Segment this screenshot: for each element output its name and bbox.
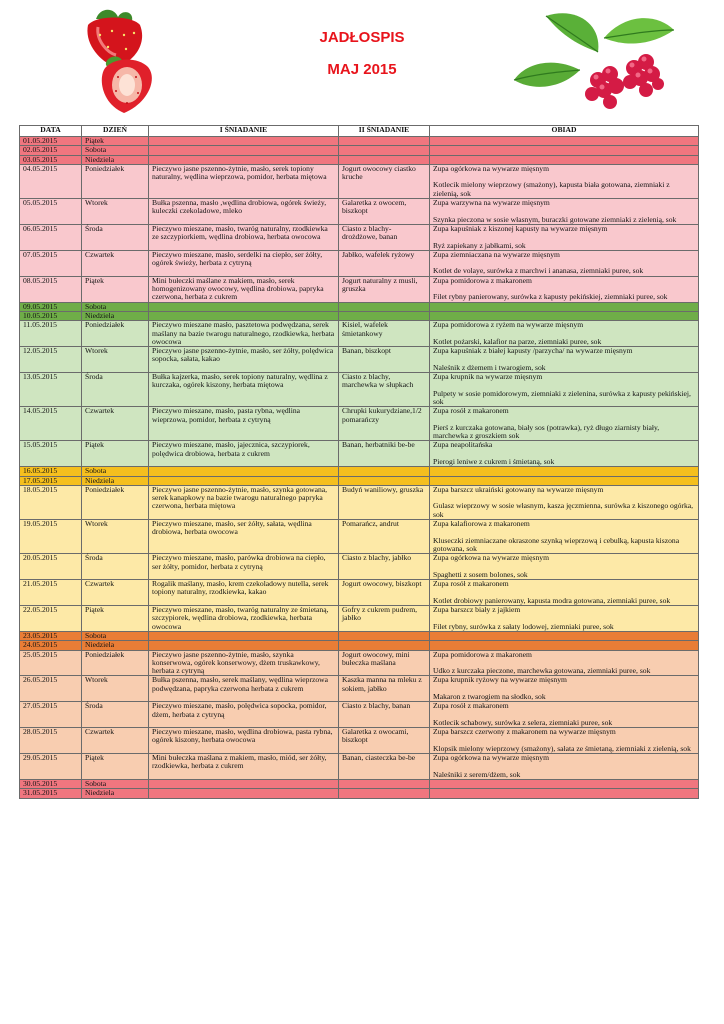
- breakfast-1-cell: [149, 641, 339, 650]
- table-row: [20, 485, 699, 519]
- table-row: [20, 467, 699, 476]
- breakfast-2-cell: [339, 137, 430, 146]
- table-row: [20, 373, 699, 407]
- table-row: [20, 164, 699, 198]
- column-header-breakfast-1: I ŚNIADANIE: [149, 126, 339, 137]
- breakfast-1-cell: Pieczywo mieszane, masło, ser żółty, sałata, wędlina drobiowa, herbata owocowa: [149, 520, 339, 554]
- day-cell: Środa: [82, 373, 149, 407]
- breakfast-2-cell: Ciasto z blachy, jabłko: [339, 554, 430, 580]
- date-cell: 03.05.2015: [20, 155, 82, 164]
- breakfast-2-cell: Pomarańcz, andrut: [339, 520, 430, 554]
- table-row: [20, 224, 699, 250]
- breakfast-1-cell: [149, 467, 339, 476]
- breakfast-2-cell: Jogurt owocowy ciastko kruche: [339, 164, 430, 198]
- lunch-soup: Zupa barszcz ukraiński gotowany na wywarze mięsnym: [433, 484, 604, 494]
- table-row: [20, 146, 699, 155]
- lunch-soup: Zupa kalafiorowa z makaronem: [433, 519, 530, 529]
- lunch-cell: [430, 631, 699, 640]
- table-row: [20, 407, 699, 441]
- lunch-cell: [430, 650, 699, 676]
- breakfast-2-cell: Jogurt owocowy, mini bułeczka maślana: [339, 650, 430, 676]
- breakfast-1-cell: Pieczywo mieszane, masło, wędlina drobiowa, pasta rybna, ogórek kiszony, herbata owocowa: [149, 728, 339, 754]
- lunch-soup: Zupa neapolitańska: [433, 440, 493, 450]
- table-row: [20, 754, 699, 780]
- day-cell: Niedziela: [82, 476, 149, 485]
- breakfast-2-cell: [339, 302, 430, 311]
- breakfast-2-cell: [339, 467, 430, 476]
- day-cell: Środa: [82, 224, 149, 250]
- date-cell: 04.05.2015: [20, 164, 82, 198]
- table-row: [20, 606, 699, 632]
- lunch-cell: [430, 754, 699, 780]
- day-cell: Niedziela: [82, 789, 149, 798]
- lunch-main-course: Pierogi leniwe z cukrem i śmietaną, sok: [433, 456, 555, 466]
- breakfast-2-cell: Ciasto z blachy, banan: [339, 702, 430, 728]
- date-cell: 07.05.2015: [20, 250, 82, 276]
- lunch-main-course: Kotlet de volaye, surówka z marchwi i ananasa, ziemniaki puree, sok: [433, 266, 644, 276]
- lunch-main-course: Gulasz wieprzowy w sosie własnym, kasza jęczmienna, surówka z kiszonego ogórka, sok: [433, 501, 694, 519]
- day-cell: Niedziela: [82, 155, 149, 164]
- date-cell: 09.05.2015: [20, 302, 82, 311]
- lunch-main-course: Filet rybny panierowany, surówka z kapusty pekińskiej, ziemniaki puree, sok: [433, 292, 668, 302]
- day-cell: Sobota: [82, 631, 149, 640]
- breakfast-1-cell: Pieczywo mieszane masło, pasztetowa podwędzana, serek maślany na bazie twarogu naturalnego, rzodkiewka, herbata owocowa: [149, 321, 339, 347]
- day-cell: Czwartek: [82, 407, 149, 441]
- date-cell: 21.05.2015: [20, 580, 82, 606]
- table-row: [20, 476, 699, 485]
- lunch-main-course: Kotlecik schabowy, surówka z selera, ziemniaki puree, sok: [433, 717, 613, 727]
- table-row: [20, 199, 699, 225]
- table-row: [20, 650, 699, 676]
- breakfast-2-cell: [339, 631, 430, 640]
- table-header-row: [20, 126, 699, 137]
- lunch-soup: Zupa barszcz czerwony z makaronem na wywarze mięsnym: [433, 727, 616, 737]
- breakfast-1-cell: Mini bułeczki maślane z makiem, masło, serek homogenizowany owocowy, wędlina drobiowa, papryka czerwona, herbata z cukrem: [149, 276, 339, 302]
- breakfast-1-cell: Rogalik maślany, masło, krem czekoladowy nutella, serek topiony naturalny, rzodkiewka, kakao: [149, 580, 339, 606]
- lunch-cell: [430, 302, 699, 311]
- date-cell: 15.05.2015: [20, 441, 82, 467]
- table-row: [20, 321, 699, 347]
- lunch-soup: Zupa warzywna na wywarze mięsnym: [433, 198, 550, 208]
- breakfast-2-cell: [339, 155, 430, 164]
- lunch-cell: [430, 779, 699, 788]
- lunch-cell: [430, 520, 699, 554]
- lunch-soup: Zupa rosół z makaronem: [433, 579, 509, 589]
- date-cell: 27.05.2015: [20, 702, 82, 728]
- date-cell: 25.05.2015: [20, 650, 82, 676]
- day-cell: Poniedziałek: [82, 164, 149, 198]
- column-header-breakfast-2: II ŚNIADANIE: [339, 126, 430, 137]
- lunch-main-course: Makaron z twarogiem na słodko, sok: [433, 692, 546, 701]
- lunch-soup: Zupa kapuśniak z białej kapusty /parzycha/ na wywarze mięsnym: [433, 346, 633, 356]
- day-cell: Piątek: [82, 754, 149, 780]
- day-cell: Poniedziałek: [82, 321, 149, 347]
- lunch-soup: Zupa rosół z makaronem: [433, 406, 509, 416]
- date-cell: 12.05.2015: [20, 347, 82, 373]
- lunch-main-course: Kotlet pożarski, kalafior na parze, ziemniaki puree, sok: [433, 336, 602, 346]
- lunch-cell: [430, 476, 699, 485]
- date-cell: 17.05.2015: [20, 476, 82, 485]
- lunch-cell: [430, 789, 699, 798]
- breakfast-2-cell: Ciasto z blachy, marchewka w słupkach: [339, 373, 430, 407]
- day-cell: Sobota: [82, 467, 149, 476]
- breakfast-2-cell: Banan, ciasteczka be-be: [339, 754, 430, 780]
- lunch-main-course: Filet rybny, surówka z sałaty lodowej, ziemniaki puree, sok: [433, 621, 614, 631]
- table-row: [20, 779, 699, 788]
- lunch-main-course: Kotlet drobiowy panierowany, kapusta modra gotowana, ziemniaki puree, sok: [433, 595, 671, 605]
- day-cell: Poniedziałek: [82, 650, 149, 676]
- lunch-cell: [430, 554, 699, 580]
- lunch-cell: [430, 676, 699, 702]
- date-cell: 20.05.2015: [20, 554, 82, 580]
- lunch-cell: [430, 276, 699, 302]
- breakfast-2-cell: [339, 641, 430, 650]
- breakfast-2-cell: [339, 779, 430, 788]
- lunch-cell: [430, 641, 699, 650]
- lunch-cell: [430, 164, 699, 198]
- breakfast-2-cell: [339, 789, 430, 798]
- breakfast-2-cell: Budyń waniliowy, gruszka: [339, 485, 430, 519]
- breakfast-1-cell: Pieczywo jasne pszenno-żytnie, masło, szynka konserwowa, ogórek konserwowy, dżem truskawkowy, herbata z cytryną: [149, 650, 339, 676]
- lunch-cell: [430, 199, 699, 225]
- table-row: [20, 250, 699, 276]
- breakfast-2-cell: Kaszka manna na mleku z sokiem, jabłko: [339, 676, 430, 702]
- table-row: [20, 728, 699, 754]
- day-cell: Sobota: [82, 146, 149, 155]
- lunch-soup: Zupa rosół z makaronem: [433, 701, 509, 711]
- day-cell: Wtorek: [82, 676, 149, 702]
- lunch-main-course: Klopsik mielony wieprzowy (smażony), sałata ze śmietaną, ziemniaki z zielenią, sok: [433, 743, 691, 753]
- lunch-main-course: Kotlecik mielony wieprzowy (smażony), kapusta biała gotowana, ziemniaki z zielenią, sok: [433, 180, 670, 198]
- date-cell: 19.05.2015: [20, 520, 82, 554]
- breakfast-2-cell: Banan, herbatniki be-be: [339, 441, 430, 467]
- lunch-cell: [430, 728, 699, 754]
- lunch-cell: [430, 580, 699, 606]
- day-cell: Środa: [82, 702, 149, 728]
- lunch-cell: [430, 702, 699, 728]
- lunch-cell: [430, 467, 699, 476]
- breakfast-2-cell: Chrupki kukurydziane,1/2 pomarańczy: [339, 407, 430, 441]
- table-row: [20, 631, 699, 640]
- breakfast-2-cell: Jabłko, wafelek ryżowy: [339, 250, 430, 276]
- day-cell: Wtorek: [82, 199, 149, 225]
- breakfast-2-cell: Ciasto z blachy- drożdżowe, banan: [339, 224, 430, 250]
- lunch-cell: [430, 373, 699, 407]
- breakfast-1-cell: Pieczywo mieszane, masło, polędwica sopocka, pomidor, dżem, herbata z cytryną: [149, 702, 339, 728]
- breakfast-1-cell: Mini bułeczka maślana z makiem, masło, miód, ser żółty, rzodkiewka, herbata z cukrem: [149, 754, 339, 780]
- lunch-soup: Zupa krupnik ryżowy na wywarze mięsnym: [433, 675, 567, 685]
- breakfast-1-cell: [149, 146, 339, 155]
- lunch-soup: Zupa pomidorowa z makaronem: [433, 649, 532, 659]
- column-header-day: DZIEŃ: [82, 126, 149, 137]
- lunch-cell: [430, 606, 699, 632]
- day-cell: Niedziela: [82, 311, 149, 320]
- breakfast-1-cell: Pieczywo jasne pszenno-żytnie, masło, szynka gotowana, serek kanapkowy na bazie twarogu naturalnego papryka czerwona, herbata miętowa: [149, 485, 339, 519]
- day-cell: Poniedziałek: [82, 485, 149, 519]
- lunch-soup: Zupa pomidorowa z makaronem: [433, 275, 532, 285]
- breakfast-2-cell: Jogurt naturalny z musli, gruszka: [339, 276, 430, 302]
- lunch-main-course: Kluseczki ziemniaczane okraszone szynką wieprzową i cebulką, kapusta kiszona gotowana, sok: [433, 535, 680, 553]
- breakfast-1-cell: Pieczywo mieszane, masło, serdelki na ciepło, ser żółty, ogórek świeży, herbata z cytryną: [149, 250, 339, 276]
- table-row: [20, 554, 699, 580]
- day-cell: Piątek: [82, 606, 149, 632]
- day-cell: Piątek: [82, 276, 149, 302]
- date-cell: 28.05.2015: [20, 728, 82, 754]
- breakfast-1-cell: [149, 789, 339, 798]
- table-row: [20, 441, 699, 467]
- day-cell: Sobota: [82, 302, 149, 311]
- lunch-cell: [430, 146, 699, 155]
- day-cell: Środa: [82, 554, 149, 580]
- breakfast-1-cell: Pieczywo mieszane, masło, twaróg naturalny, rzodkiewka ze szczypiorkiem, wędlina drobiowa, herbata owocowa: [149, 224, 339, 250]
- date-cell: 30.05.2015: [20, 779, 82, 788]
- lunch-cell: [430, 347, 699, 373]
- breakfast-1-cell: Pieczywo mieszane, masło, jajecznica, szczypiorek, polędwica drobiowa, herbata z cukrem: [149, 441, 339, 467]
- breakfast-2-cell: Galaretka z owocami, biszkopt: [339, 728, 430, 754]
- column-header-lunch: OBIAD: [430, 126, 699, 137]
- date-cell: 06.05.2015: [20, 224, 82, 250]
- date-cell: 29.05.2015: [20, 754, 82, 780]
- breakfast-1-cell: Bułka pszenna, masło, serek maślany, wędlina wieprzowa podwędzana, papryka czerwona herbata z cukrem: [149, 676, 339, 702]
- lunch-soup: Zupa barszcz biały z jajkiem: [433, 605, 521, 615]
- day-cell: Czwartek: [82, 250, 149, 276]
- lunch-main-course: Naleśniki z serem/dżem, sok: [433, 769, 521, 779]
- breakfast-2-cell: Gofry z cukrem pudrem, jabłko: [339, 606, 430, 632]
- breakfast-2-cell: Galaretka z owocem, biszkopt: [339, 199, 430, 225]
- table-row: [20, 347, 699, 373]
- breakfast-1-cell: [149, 302, 339, 311]
- date-cell: 18.05.2015: [20, 485, 82, 519]
- date-cell: 08.05.2015: [20, 276, 82, 302]
- day-cell: Piątek: [82, 441, 149, 467]
- breakfast-1-cell: Pieczywo jasne pszenno-żytnie, masło, serek topiony naturalny, wędlina wieprzowa, pomidor, herbata miętowa: [149, 164, 339, 198]
- lunch-cell: [430, 250, 699, 276]
- breakfast-1-cell: Bułka kajzerka, masło, serek topiony naturalny, wędlina z kurczaka, ogórek kiszony, herbata miętowa: [149, 373, 339, 407]
- table-row: [20, 155, 699, 164]
- breakfast-1-cell: [149, 155, 339, 164]
- date-cell: 31.05.2015: [20, 789, 82, 798]
- lunch-soup: Zupa pomidorowa z ryżem na wywarze mięsnym: [433, 320, 584, 330]
- breakfast-1-cell: Pieczywo mieszane, masło, twaróg naturalny ze śmietaną, szczypiorek, wędlina drobiowa, rzodkiewka, herbata owocowa: [149, 606, 339, 632]
- day-cell: Piątek: [82, 137, 149, 146]
- lunch-cell: [430, 224, 699, 250]
- table-row: [20, 276, 699, 302]
- lunch-main-course: Naleśnik z dżemem i twarogiem, sok: [433, 362, 546, 372]
- menu-table-body: [20, 137, 699, 799]
- lunch-cell: [430, 441, 699, 467]
- date-cell: 02.05.2015: [20, 146, 82, 155]
- date-cell: 16.05.2015: [20, 467, 82, 476]
- date-cell: 10.05.2015: [20, 311, 82, 320]
- date-cell: 14.05.2015: [20, 407, 82, 441]
- date-cell: 11.05.2015: [20, 321, 82, 347]
- breakfast-1-cell: Pieczywo mieszane, masło, parówka drobiowa na ciepło, ser żółty, pomidor, herbata z cytryną: [149, 554, 339, 580]
- table-row: [20, 520, 699, 554]
- lunch-main-course: Szynka pieczona w sosie własnym, buraczki gotowane ziemniaki z zielenią, sok: [433, 214, 677, 224]
- page-subtitle: MAJ 2015: [327, 61, 397, 78]
- lunch-cell: [430, 485, 699, 519]
- breakfast-1-cell: [149, 779, 339, 788]
- lunch-cell: [430, 407, 699, 441]
- table-row: [20, 302, 699, 311]
- day-cell: Czwartek: [82, 728, 149, 754]
- day-cell: Niedziela: [82, 641, 149, 650]
- date-cell: 22.05.2015: [20, 606, 82, 632]
- lunch-main-course: Ryż zapiekany z jabłkami, sok: [433, 240, 526, 250]
- breakfast-1-cell: Bułka pszenna, masło ,wędlina drobiowa, ogórek świeży, kuleczki czekoladowe, mleko: [149, 199, 339, 225]
- breakfast-1-cell: [149, 631, 339, 640]
- date-cell: 26.05.2015: [20, 676, 82, 702]
- breakfast-1-cell: [149, 476, 339, 485]
- breakfast-2-cell: [339, 146, 430, 155]
- day-cell: Sobota: [82, 779, 149, 788]
- breakfast-1-cell: Pieczywo mieszane, masło, pasta rybna, wędlina wieprzowa, pomidor, herbata z cytryną: [149, 407, 339, 441]
- lunch-soup: Zupa krupnik na wywarze mięsnym: [433, 372, 543, 382]
- table-row: [20, 676, 699, 702]
- date-cell: 23.05.2015: [20, 631, 82, 640]
- breakfast-1-cell: [149, 137, 339, 146]
- breakfast-2-cell: Kisiel, wafelek śmietankowy: [339, 321, 430, 347]
- breakfast-2-cell: Jogurt owocowy, biszkopt: [339, 580, 430, 606]
- lunch-main-course: Pierś z kurczaka gotowana, biały sos (potrawka), ryż długo ziarnisty biały, marchewka z groszkiem sok: [433, 422, 660, 441]
- table-row: [20, 580, 699, 606]
- table-row: [20, 641, 699, 650]
- breakfast-2-cell: [339, 476, 430, 485]
- day-cell: Wtorek: [82, 347, 149, 373]
- date-cell: 05.05.2015: [20, 199, 82, 225]
- day-cell: Czwartek: [82, 580, 149, 606]
- column-header-date: DATA: [20, 126, 82, 137]
- breakfast-2-cell: Banan, biszkopt: [339, 347, 430, 373]
- date-cell: 01.05.2015: [20, 137, 82, 146]
- lunch-soup: Zupa ziemniaczana na wywarze mięsnym: [433, 249, 560, 259]
- lunch-main-course: Spaghetti z sosem bolones, sok: [433, 569, 528, 579]
- lunch-main-course: Udko z kurczaka pieczone, marchewka gotowana, ziemniaki puree, sok: [433, 666, 651, 676]
- lunch-cell: [430, 321, 699, 347]
- lunch-cell: [430, 155, 699, 164]
- lunch-soup: Zupa kapuśniak z kiszonej kapusty na wywarze mięsnym: [433, 223, 608, 233]
- date-cell: 13.05.2015: [20, 373, 82, 407]
- lunch-main-course: Pulpety w sosie pomidorowym, ziemniaki z zielenina, surówka z kapusty pekińskiej, sok: [433, 388, 691, 406]
- page-title: JADŁOSPIS: [319, 29, 405, 46]
- lunch-soup: Zupa ogórkowa na wywarze mięsnym: [433, 753, 549, 763]
- table-row: [20, 702, 699, 728]
- table-row: [20, 789, 699, 798]
- table-row: [20, 137, 699, 146]
- breakfast-1-cell: Pieczywo jasne pszenno-żytnie, masło, ser żółty, polędwica sopocka, sałata, kakao: [149, 347, 339, 373]
- lunch-soup: Zupa ogórkowa na wywarze mięsnym: [433, 163, 549, 173]
- menu-table: [19, 125, 699, 799]
- lunch-cell: [430, 137, 699, 146]
- lunch-soup: Zupa ogórkowa na wywarze mięsnym: [433, 553, 549, 563]
- date-cell: 24.05.2015: [20, 641, 82, 650]
- day-cell: Wtorek: [82, 520, 149, 554]
